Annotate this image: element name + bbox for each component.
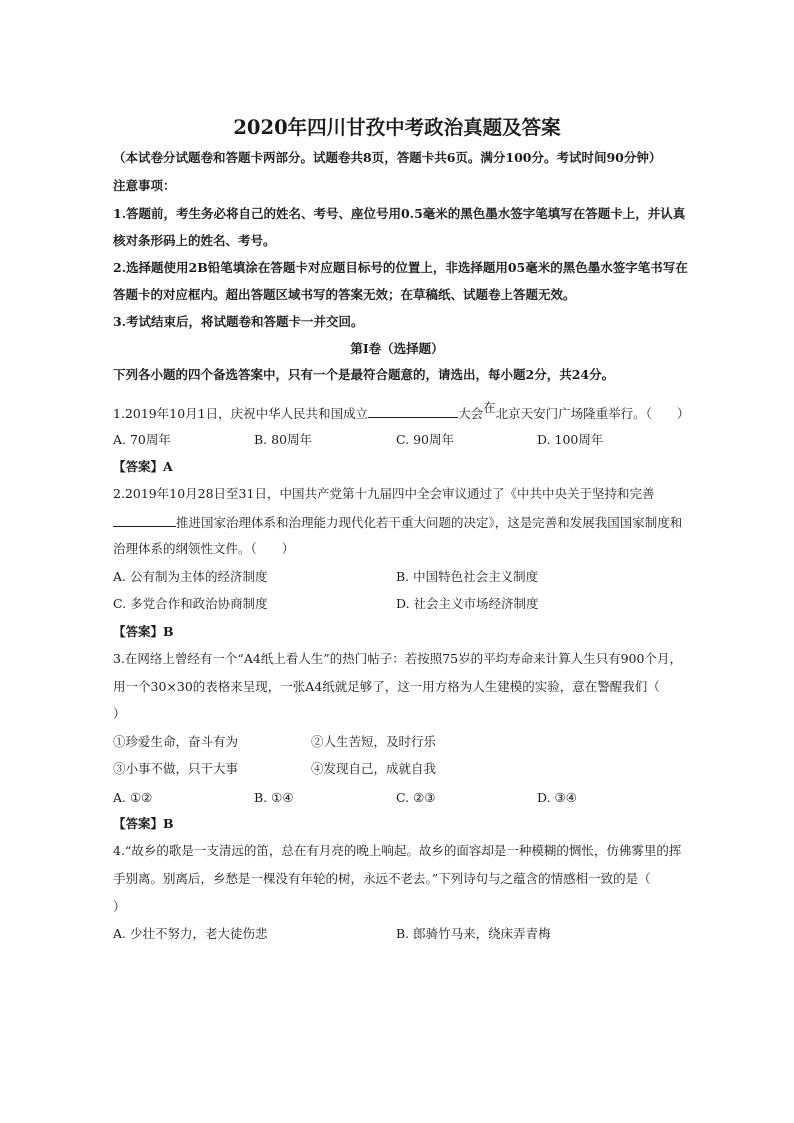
question-3-item-2: ②人生苦短，及时行乐 — [311, 734, 437, 749]
answer-blank — [113, 515, 176, 527]
exam-info: （本试卷分试题卷和答题卡两部分。试题卷共8页，答题卡共6页。满分100分。考试时间90分钟） — [113, 150, 662, 165]
notice-item-1-line-2: 核对条形码上的姓名、考号。 — [113, 233, 276, 248]
question-3-line-1: 3.在网络上曾经有一个“A4纸上看人生”的热门帖子：若按照75岁的平均寿命来计算人生只有900个月， — [113, 651, 682, 666]
section-heading: 第Ⅰ卷（选择题） — [350, 341, 444, 356]
question-3-item-1: ①珍爱生命，奋斗有为 — [113, 734, 239, 749]
question-4-option-b: B. 郎骑竹马来，绕床弄青梅 — [396, 926, 551, 941]
question-2-line-2 — [113, 515, 682, 530]
notice-heading: 注意事项： — [113, 178, 176, 193]
section-instruction: 下列各小题的四个备选答案中，只有一个是最符合题意的，请选出，每小题2分，共24分。 — [113, 367, 615, 382]
question-1-option-c: C. 90周年 — [396, 432, 454, 447]
question-4-line-3: ） — [113, 899, 126, 914]
question-3-item-3: ③小事不做，只干大事 — [113, 761, 239, 776]
question-3-option-a: A. ①② — [113, 790, 153, 805]
notice-item-2-line-1: 2.选择题使用2B铅笔填涂在答题卡对应题目标号的位置上，非选择题用05毫米的黑色墨水签字笔书写在 — [113, 260, 688, 275]
question-1-stem — [113, 400, 690, 421]
question-2-option-c: C. 多党合作和政治协商制度 — [113, 596, 268, 611]
question-3-option-c: C. ②③ — [396, 790, 436, 805]
question-1-option-b: B. 80周年 — [254, 432, 313, 447]
question-3-line-3: ） — [113, 706, 126, 721]
question-1-stem-start: 1.2019年10月1日，庆祝中华人民共和国成立 — [113, 406, 369, 421]
question-3-line-2: 用一个30×30的表格来呈现，一张A4纸就足够了，这一用方格为人生建模的实验，意在警醒我们（ — [113, 679, 660, 694]
answer-blank — [368, 406, 458, 418]
question-2-option-a: A. 公有制为主体的经济制度 — [113, 569, 268, 584]
question-3-answer: 【答案】B — [113, 816, 174, 831]
question-4-option-a: A. 少壮不努力，老大徒伤悲 — [113, 926, 268, 941]
question-2-option-b: B. 中国特色社会主义制度 — [396, 569, 539, 584]
question-2-option-d: D. 社会主义市场经济制度 — [396, 596, 539, 611]
question-1-stem-mid: 大会 — [458, 406, 484, 421]
question-3-option-d: D. ③④ — [537, 790, 577, 805]
question-3-option-b: B. ①④ — [254, 790, 294, 805]
notice-item-3: 3.考试结束后，将试题卷和答题卡一并交回。 — [113, 314, 364, 329]
question-3-item-4: ④发现自己，成就自我 — [311, 761, 437, 776]
notice-item-1-line-1: 1.答题前，考生务必将自己的姓名、考号、座位号用0.5毫米的黑色墨水签字笔填写在答题卡上，并认真 — [113, 206, 686, 221]
question-1-stem-raised: 在 — [483, 400, 496, 415]
question-1-answer: 【答案】A — [113, 459, 173, 474]
question-2-line-2-text: 推进国家治理体系和治理能力现代化若干重大问题的决定》，这是完善和发展我国国家制度和 — [176, 515, 683, 530]
question-1-stem-end: 北京天安门广场隆重举行。（ ） — [495, 406, 690, 421]
notice-item-2-line-2: 答题卡的对应框内。超出答题区域书写的答案无效；在草稿纸、试题卷上答题无效。 — [113, 287, 576, 302]
question-4-line-2: 手别离。别离后，乡愁是一棵没有年轮的树，永远不老去。”下列诗句与之蕴含的情感相一致的是（ — [113, 871, 651, 886]
question-1-option-d: D. 100周年 — [537, 432, 604, 447]
question-2-answer: 【答案】B — [113, 624, 174, 639]
question-4-line-1: 4.“故乡的歌是一支清远的笛，总在有月亮的晚上响起。故乡的面容却是一种模糊的惆怅，仿佛雾里的挥 — [113, 843, 682, 858]
question-1-option-a: A. 70周年 — [113, 432, 171, 447]
question-2-line-1: 2.2019年10月28日至31日，中国共产党第十九届四中全会审议通过了《中共中央关于坚持和完善 — [113, 486, 655, 501]
question-2-line-3: 治理体系的纲领性文件。（ ） — [113, 541, 295, 556]
page-title: 2020年四川甘孜中考政治真题及答案 — [233, 116, 561, 139]
